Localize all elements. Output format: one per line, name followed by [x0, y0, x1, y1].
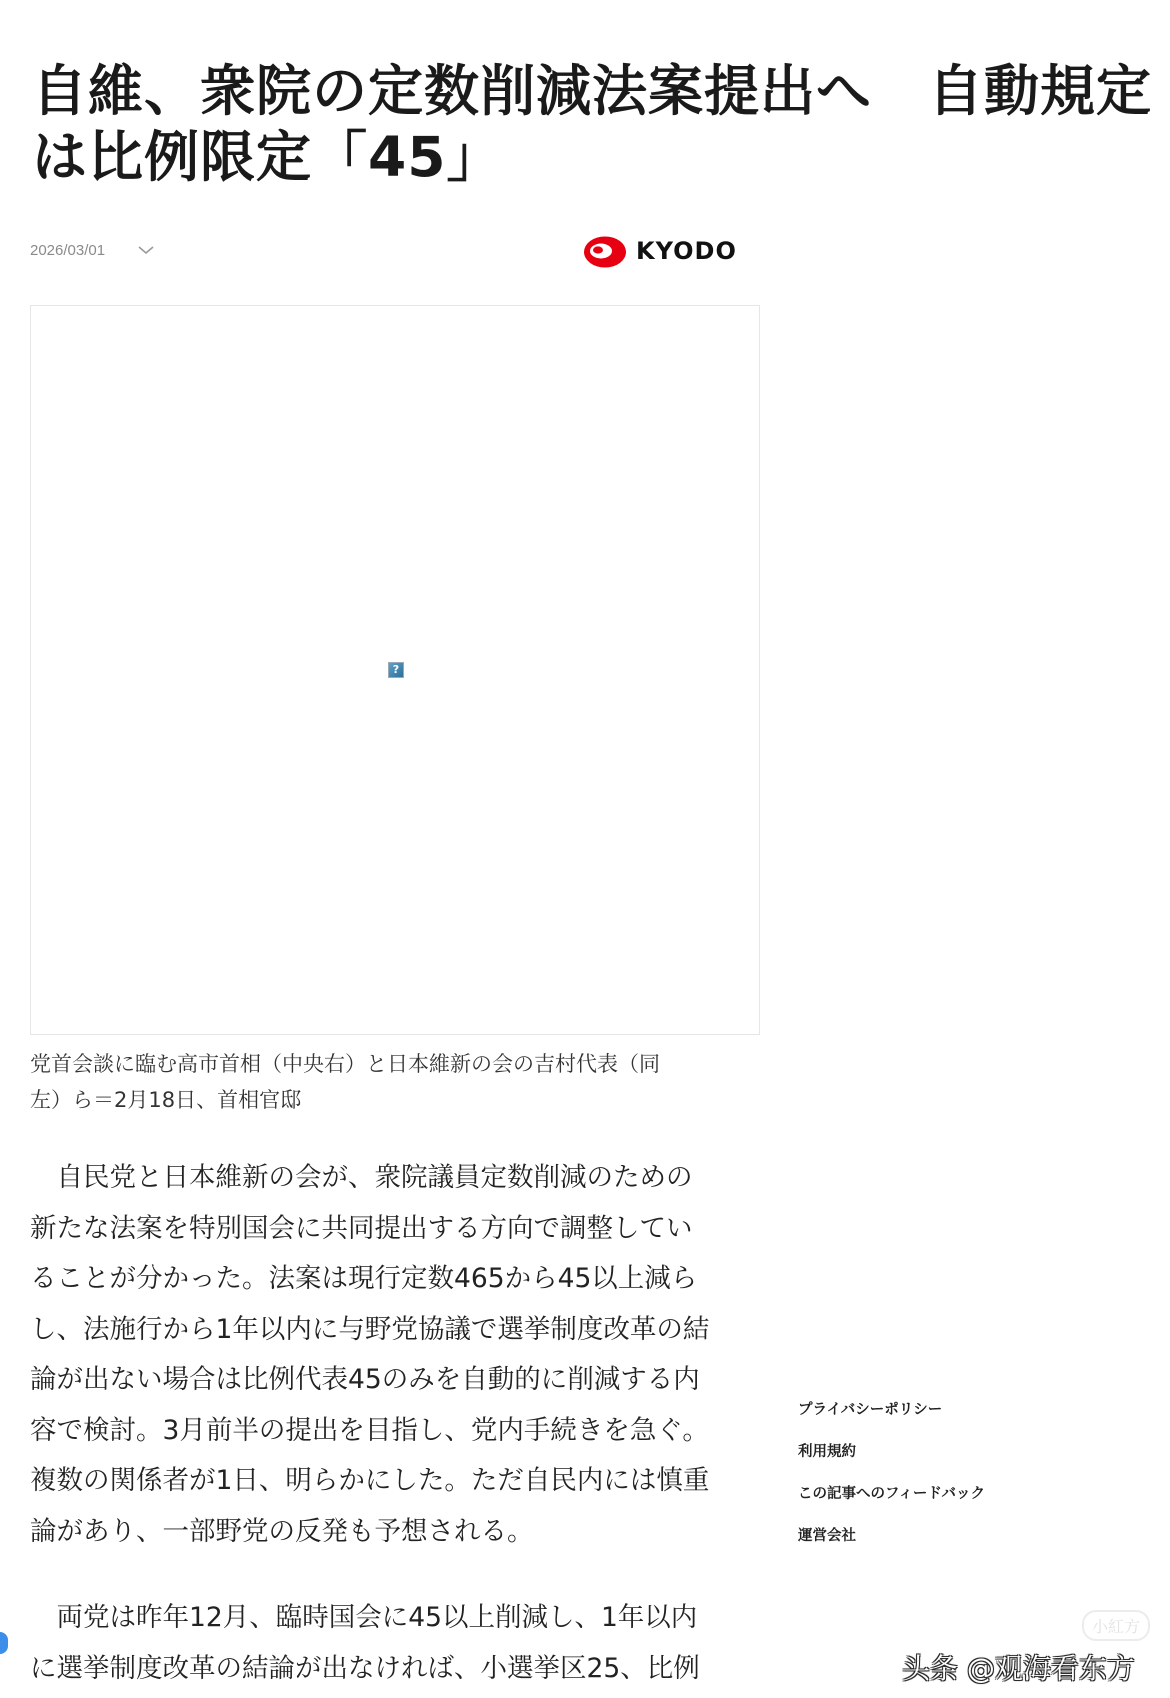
paragraph-line: 複数の関係者が1日、明らかにした。ただ自民内には慎重 — [30, 1465, 710, 1496]
publish-date: 2026/03/01 — [30, 242, 106, 259]
paragraph-line: 論があり、一部野党の反発も予想される。 — [30, 1515, 534, 1547]
article-headline — [32, 58, 1153, 190]
caption-line: 党首会談に臨む高市首相（中央右）と日本維新の会の吉村代表（同 — [30, 1052, 660, 1076]
caption-line: 左）ら＝2月18日、首相官邸 — [30, 1088, 302, 1112]
paragraph-line: 両党は昨年12月、臨時国会に45以上削減し、1年以内 — [30, 1602, 698, 1633]
photo-caption — [30, 1046, 770, 1118]
article-meta — [30, 232, 760, 272]
paragraph-line: 自民党と日本維新の会が、衆院議員定数削減のための — [30, 1162, 693, 1193]
kyodo-logo-text: KYODO — [636, 237, 737, 265]
broken-image-icon — [388, 662, 404, 678]
operating-company-link[interactable]: 運営会社 — [798, 1528, 856, 1544]
faint-watermark: 小紅方 — [1082, 1610, 1150, 1641]
footer-links — [798, 1400, 1098, 1568]
headline-line: は比例限定「45」 — [32, 125, 503, 189]
paragraph-line: に選挙制度改革の結論が出なければ、小選挙区25、比例 — [30, 1652, 700, 1684]
article-photo — [30, 305, 760, 1035]
paragraph-line: ることが分かった。法案は現行定数465から45以上減ら — [30, 1263, 698, 1294]
article-feedback-link[interactable]: この記事へのフィードバック — [798, 1486, 986, 1502]
toutiao-watermark: 头条 @观海看东方 — [902, 1652, 1135, 1685]
kyodo-logo-mark-icon — [582, 234, 630, 270]
paragraph-line: 容で検討。3月前半の提出を目指し、党内手続きを急ぐ。 — [30, 1414, 709, 1446]
kyodo-logo[interactable] — [582, 232, 750, 272]
paragraph-line: 論が出ない場合は比例代表45のみを自動的に削減する内 — [30, 1364, 700, 1395]
terms-of-use-link[interactable]: 利用規約 — [798, 1444, 856, 1460]
privacy-policy-link[interactable]: プライバシーポリシー — [798, 1402, 943, 1418]
broken-image-glyph: ? — [392, 663, 400, 676]
chevron-down-icon[interactable] — [136, 240, 156, 260]
paragraph-line: 新たな法案を特別国会に共同提出する方向で調整してい — [30, 1212, 693, 1244]
floating-edge-handle[interactable] — [0, 1632, 8, 1654]
article-paragraph — [30, 1593, 770, 1694]
headline-line: 自維、衆院の定数削減法案提出へ 自動規定 — [32, 59, 1153, 123]
paragraph-line: し、法施行から1年以内に与野党協議で選挙制度改革の結 — [30, 1313, 710, 1345]
article-paragraph — [30, 1153, 770, 1557]
